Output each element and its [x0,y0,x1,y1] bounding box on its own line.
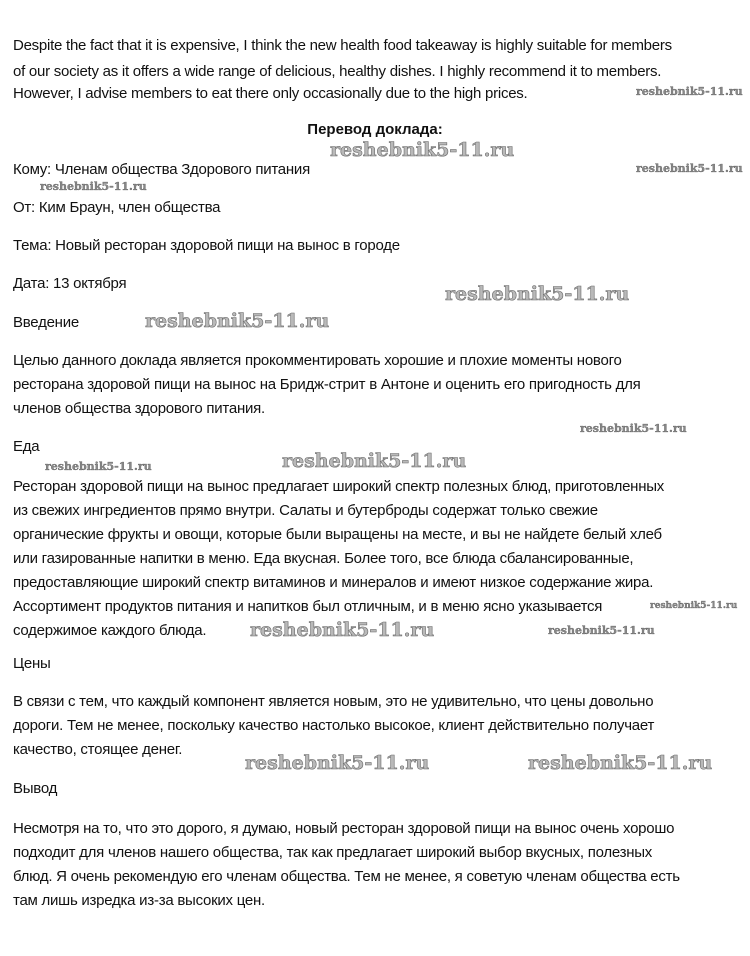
text-line: подходит для членов нашего общества, так как предлагает широкий выбор вкусных, полезных [13,844,653,861]
memo-to: Кому: Членам общества Здорового питания [13,161,310,178]
watermark: reshebnik5-11.ru [330,139,515,161]
text-line: блюд. Я очень рекомендую его членам общества. Тем не менее, я советую членам общества есть [13,868,680,885]
section-heading: Вывод [13,780,58,797]
text-line: дороги. Тем не менее, поскольку качество настолько высокое, клиент действительно получает [13,717,655,734]
text-line: органические фрукты и овощи, которые были выращены на месте, и вы не найдете белый хлеб [13,526,662,543]
text-line: ресторана здоровой пищи на вынос на Бридж-стрит в Антоне и оценить его пригодность для [13,376,641,393]
section-heading: Введение [13,314,79,331]
watermark: reshebnik5-11.ru [650,601,738,611]
watermark: reshebnik5-11.ru [580,422,687,435]
page-title: Перевод доклада: [307,121,443,138]
text-line: содержимое каждого блюда. [13,622,207,639]
text-line: Despite the fact that it is expensive, I think the new health food takeaway is highly suitable for members [13,37,672,54]
watermark: reshebnik5-11.ru [636,162,743,175]
text-line: Целью данного доклада является прокомментировать хорошие и плохие моменты нового [13,352,622,369]
watermark: reshebnik5-11.ru [145,310,330,332]
text-line: из свежих ингредиентов прямо внутри. Салаты и бутерброды содержат только свежие [13,502,598,519]
watermark: reshebnik5-11.ru [445,283,630,305]
watermark: reshebnik5-11.ru [250,619,435,641]
text-line: Несмотря на то, что это дорого, я думаю, новый ресторан здоровой пищи на вынос очень хорошо [13,820,675,837]
text-line: там лишь изредка из-за высоких цен. [13,892,265,909]
watermark: reshebnik5-11.ru [528,752,713,774]
watermark: reshebnik5-11.ru [45,460,152,473]
text-line: качество, стоящее денег. [13,741,183,758]
text-line: членов общества здорового питания. [13,400,265,417]
watermark: reshebnik5-11.ru [636,85,743,98]
memo-date: Дата: 13 октября [13,275,127,292]
text-line: предоставляющие широкий спектр витаминов и минералов и имеют низкое содержание жира. [13,574,654,591]
text-line: Ассортимент продуктов питания и напитков был отличным, и в меню ясно указывается [13,598,603,615]
watermark: reshebnik5-11.ru [245,752,430,774]
watermark: reshebnik5-11.ru [548,624,655,637]
text-line: или газированные напитки в меню. Еда вкусная. Более того, все блюда сбалансированные, [13,550,634,567]
watermark: reshebnik5-11.ru [282,450,467,472]
text-line: Ресторан здоровой пищи на вынос предлагает широкий спектр полезных блюд, приготовленных [13,478,665,495]
memo-subject: Тема: Новый ресторан здоровой пищи на вынос в городе [13,237,400,254]
text-line: В связи с тем, что каждый компонент является новым, это не удивительно, что цены довольно [13,693,654,710]
section-heading: Цены [13,655,51,672]
text-line: of our society as it offers a wide range of delicious, healthy dishes. I highly recommend it to members. [13,63,662,80]
memo-from: От: Ким Браун, член общества [13,199,221,216]
section-heading: Еда [13,438,40,455]
text-line: However, I advise members to eat there only occasionally due to the high prices. [13,85,528,102]
watermark: reshebnik5-11.ru [40,180,147,193]
